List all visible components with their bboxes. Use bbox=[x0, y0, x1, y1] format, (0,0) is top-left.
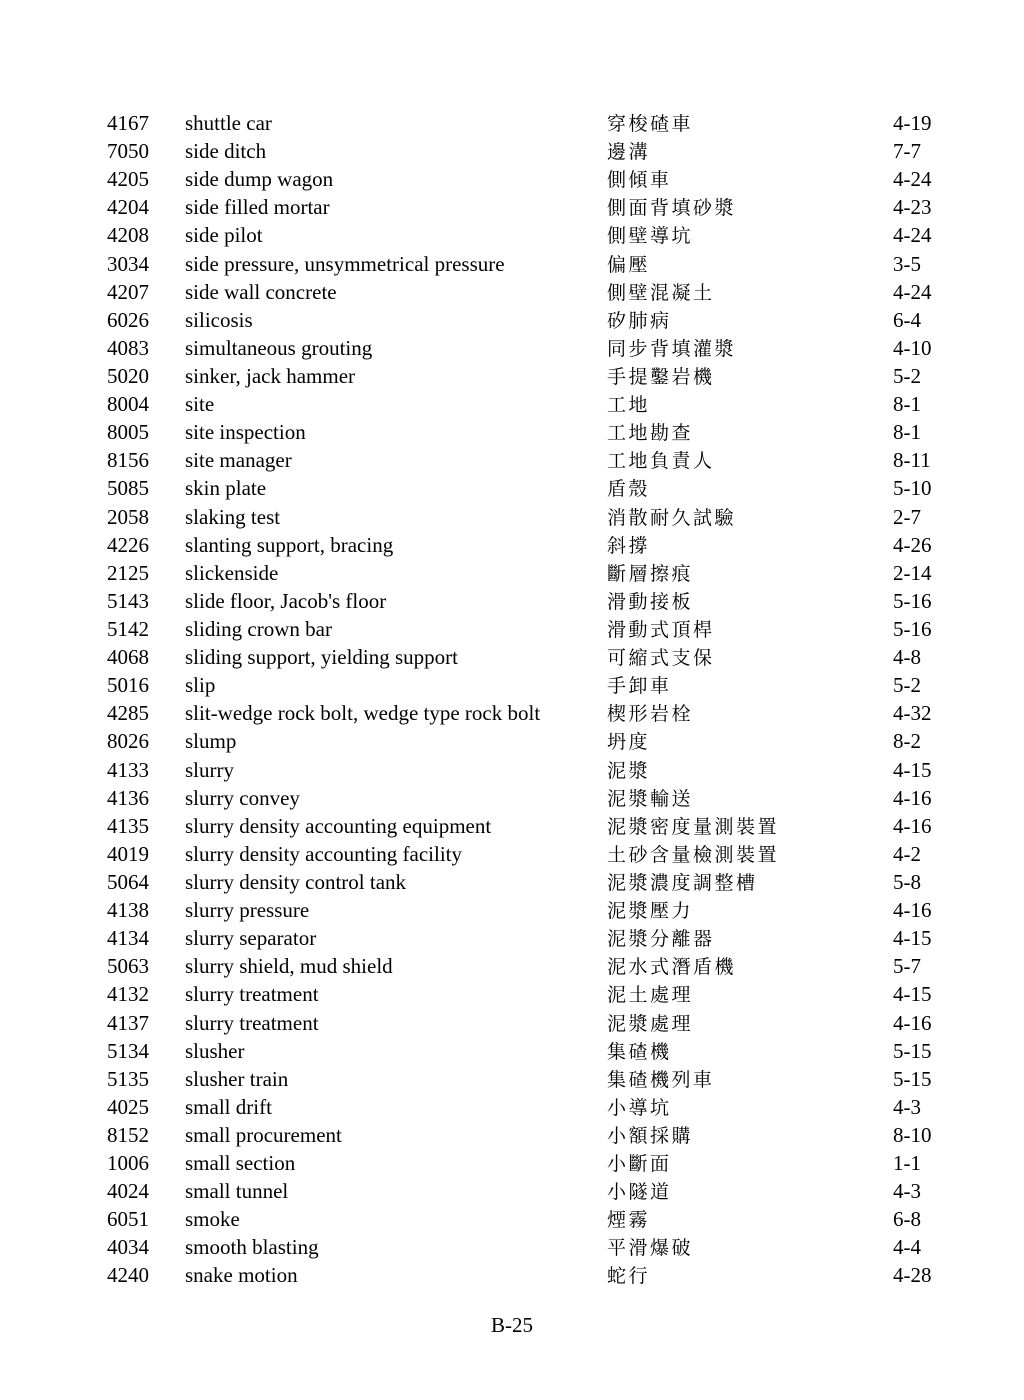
term-chinese: 斷層擦痕 bbox=[607, 563, 694, 585]
term-chinese: 手提鑿岩機 bbox=[607, 366, 715, 388]
term-english: slurry treatment bbox=[185, 1010, 319, 1035]
term-english: slide floor, Jacob's floor bbox=[185, 588, 387, 613]
term-code: 4205 bbox=[107, 167, 149, 192]
glossary-row bbox=[107, 503, 996, 531]
glossary-row bbox=[107, 221, 996, 249]
glossary-row bbox=[107, 1149, 996, 1177]
term-english: shuttle car bbox=[185, 111, 272, 135]
term-chinese: 泥漿輸送 bbox=[607, 788, 694, 810]
page-reference: 8-2 bbox=[893, 729, 921, 754]
glossary-row bbox=[107, 446, 996, 474]
term-chinese: 泥漿濃度調整槽 bbox=[607, 872, 758, 894]
term-english: silicosis bbox=[185, 307, 253, 332]
term-chinese: 手卸車 bbox=[607, 676, 672, 698]
page-footer bbox=[0, 1311, 1024, 1339]
glossary-row bbox=[107, 559, 996, 587]
page-reference: 4-3 bbox=[893, 1179, 921, 1204]
page-reference: 4-8 bbox=[893, 645, 921, 670]
page-reference: 4-16 bbox=[893, 813, 932, 838]
term-chinese: 泥漿處理 bbox=[607, 1013, 694, 1035]
term-code: 4136 bbox=[107, 785, 149, 810]
glossary-row bbox=[107, 474, 996, 502]
glossary-row bbox=[107, 250, 996, 278]
glossary-row bbox=[107, 784, 996, 812]
glossary-row bbox=[107, 109, 996, 137]
term-code: 4034 bbox=[107, 1235, 149, 1260]
glossary-row bbox=[107, 1121, 996, 1149]
term-english: small procurement bbox=[185, 1122, 342, 1147]
term-english: small drift bbox=[185, 1094, 272, 1119]
page-reference: 4-4 bbox=[893, 1235, 921, 1260]
term-code: 5020 bbox=[107, 363, 149, 388]
page-reference: 1-1 bbox=[893, 1151, 921, 1176]
glossary-row bbox=[107, 193, 996, 221]
glossary-row bbox=[107, 699, 996, 727]
term-chinese: 邊溝 bbox=[607, 142, 651, 164]
term-english: slurry shield, mud shield bbox=[185, 954, 393, 979]
page-reference: 4-24 bbox=[893, 279, 932, 304]
term-english: slurry separator bbox=[185, 926, 317, 951]
term-code: 4167 bbox=[107, 111, 149, 135]
page-reference: 4-24 bbox=[893, 167, 932, 192]
term-code: 4134 bbox=[107, 926, 149, 951]
term-code: 5016 bbox=[107, 673, 149, 698]
page-reference: 2-7 bbox=[893, 504, 921, 529]
term-chinese: 小隧道 bbox=[607, 1182, 672, 1204]
term-chinese: 側壁導坑 bbox=[607, 226, 694, 248]
term-chinese: 滑動接板 bbox=[607, 591, 694, 613]
term-chinese: 泥漿密度量測裝置 bbox=[607, 816, 780, 838]
glossary-row bbox=[107, 671, 996, 699]
glossary-row bbox=[107, 1233, 996, 1261]
term-code: 4204 bbox=[107, 195, 149, 220]
term-chinese: 可縮式支保 bbox=[607, 648, 715, 670]
term-english: slit-wedge rock bolt, wedge type rock bolt bbox=[185, 701, 541, 726]
term-english: small tunnel bbox=[185, 1179, 289, 1204]
term-code: 5142 bbox=[107, 616, 149, 641]
glossary-row bbox=[107, 390, 996, 418]
term-code: 3034 bbox=[107, 251, 149, 276]
term-english: side filled mortar bbox=[185, 195, 330, 220]
glossary-row bbox=[107, 418, 996, 446]
glossary-table bbox=[107, 109, 996, 1290]
term-code: 6051 bbox=[107, 1207, 149, 1232]
term-code: 5063 bbox=[107, 954, 149, 979]
page-reference: 8-1 bbox=[893, 420, 921, 445]
glossary-row bbox=[107, 868, 996, 896]
page-reference: 4-2 bbox=[893, 841, 921, 866]
term-chinese: 集碴機 bbox=[607, 1041, 672, 1063]
term-chinese: 小斷面 bbox=[607, 1154, 672, 1176]
term-code: 2058 bbox=[107, 504, 149, 529]
glossary-row bbox=[107, 1065, 996, 1093]
page-reference: 4-19 bbox=[893, 111, 932, 135]
term-chinese: 小導坑 bbox=[607, 1097, 672, 1119]
page-reference: 4-16 bbox=[893, 898, 932, 923]
term-chinese: 泥土處理 bbox=[607, 985, 694, 1007]
term-code: 4132 bbox=[107, 982, 149, 1007]
glossary-row bbox=[107, 924, 996, 952]
glossary-row bbox=[107, 306, 996, 334]
page-reference: 4-16 bbox=[893, 1010, 932, 1035]
term-english: slusher bbox=[185, 1038, 245, 1063]
term-chinese: 工地 bbox=[607, 395, 651, 417]
term-english: slurry density accounting facility bbox=[185, 841, 463, 866]
term-english: slurry density accounting equipment bbox=[185, 813, 492, 838]
glossary-row bbox=[107, 756, 996, 784]
term-chinese: 斜撐 bbox=[607, 535, 651, 557]
term-chinese: 泥水式潛盾機 bbox=[607, 957, 737, 979]
term-code: 4240 bbox=[107, 1263, 149, 1288]
glossary-row bbox=[107, 812, 996, 840]
term-english: small section bbox=[185, 1151, 296, 1176]
term-code: 8152 bbox=[107, 1122, 149, 1147]
term-chinese: 小額採購 bbox=[607, 1125, 694, 1147]
term-chinese: 集碴機列車 bbox=[607, 1069, 715, 1091]
term-english: slaking test bbox=[185, 504, 281, 529]
term-english: slip bbox=[185, 673, 216, 698]
term-english: sliding support, yielding support bbox=[185, 645, 458, 670]
term-code: 6026 bbox=[107, 307, 149, 332]
glossary-row bbox=[107, 840, 996, 868]
page-reference: 6-8 bbox=[893, 1207, 921, 1232]
term-chinese: 蛇行 bbox=[607, 1266, 651, 1288]
term-code: 8026 bbox=[107, 729, 149, 754]
term-code: 4208 bbox=[107, 223, 149, 248]
page-reference: 4-10 bbox=[893, 335, 932, 360]
term-english: slusher train bbox=[185, 1066, 289, 1091]
term-code: 4133 bbox=[107, 757, 149, 782]
term-code: 5085 bbox=[107, 476, 149, 501]
page-reference: 5-15 bbox=[893, 1038, 932, 1063]
term-code: 5135 bbox=[107, 1066, 149, 1091]
term-code: 2125 bbox=[107, 560, 149, 585]
glossary-row bbox=[107, 1177, 996, 1205]
term-chinese: 矽肺病 bbox=[607, 310, 672, 332]
term-english: skin plate bbox=[185, 476, 267, 501]
term-chinese: 泥漿分離器 bbox=[607, 929, 715, 951]
page-reference: 4-26 bbox=[893, 532, 932, 557]
page-reference: 7-7 bbox=[893, 139, 921, 164]
glossary-row bbox=[107, 1093, 996, 1121]
glossary-row bbox=[107, 362, 996, 390]
term-code: 4285 bbox=[107, 701, 149, 726]
term-english: sinker, jack hammer bbox=[185, 363, 356, 388]
term-code: 4024 bbox=[107, 1179, 149, 1204]
term-english: sliding crown bar bbox=[185, 616, 332, 641]
term-chinese: 滑動式頂桿 bbox=[607, 619, 715, 641]
term-code: 8004 bbox=[107, 392, 149, 417]
term-code: 4019 bbox=[107, 841, 149, 866]
term-chinese: 楔形岩栓 bbox=[607, 704, 694, 726]
page-reference: 5-7 bbox=[893, 954, 921, 979]
page-reference: 4-23 bbox=[893, 195, 932, 220]
glossary-row bbox=[107, 587, 996, 615]
term-english: side ditch bbox=[185, 139, 267, 164]
term-chinese: 盾殼 bbox=[607, 479, 651, 501]
term-code: 4226 bbox=[107, 532, 149, 557]
term-code: 1006 bbox=[107, 1151, 149, 1176]
glossary-row bbox=[107, 980, 996, 1008]
term-english: slurry convey bbox=[185, 785, 300, 810]
page-number: B-25 bbox=[491, 1313, 533, 1337]
term-english: slurry treatment bbox=[185, 982, 319, 1007]
page-reference: 8-11 bbox=[893, 448, 931, 473]
term-chinese: 工地勘查 bbox=[607, 423, 694, 445]
glossary-row bbox=[107, 334, 996, 362]
glossary-row bbox=[107, 1009, 996, 1037]
page-reference: 5-16 bbox=[893, 616, 932, 641]
page-reference: 6-4 bbox=[893, 307, 921, 332]
page-reference: 3-5 bbox=[893, 251, 921, 276]
term-english: slickenside bbox=[185, 560, 279, 585]
term-chinese: 側傾車 bbox=[607, 170, 672, 192]
term-chinese: 穿梭碴車 bbox=[607, 114, 694, 135]
glossary-row bbox=[107, 615, 996, 643]
term-code: 8156 bbox=[107, 448, 149, 473]
glossary-row bbox=[107, 1205, 996, 1233]
term-code: 4207 bbox=[107, 279, 149, 304]
term-code: 4138 bbox=[107, 898, 149, 923]
glossary-row bbox=[107, 1261, 996, 1289]
term-chinese: 泥漿 bbox=[607, 760, 651, 782]
page-reference: 4-32 bbox=[893, 701, 932, 726]
term-code: 5143 bbox=[107, 588, 149, 613]
term-english: slanting support, bracing bbox=[185, 532, 394, 557]
page-reference: 5-16 bbox=[893, 588, 932, 613]
glossary-row bbox=[107, 137, 996, 165]
term-chinese: 工地負責人 bbox=[607, 451, 715, 473]
page-reference: 4-16 bbox=[893, 785, 932, 810]
glossary-row bbox=[107, 952, 996, 980]
term-english: smooth blasting bbox=[185, 1235, 319, 1260]
page-reference: 5-10 bbox=[893, 476, 932, 501]
page-reference: 4-15 bbox=[893, 757, 932, 782]
term-code: 4068 bbox=[107, 645, 149, 670]
glossary-row bbox=[107, 278, 996, 306]
term-english: simultaneous grouting bbox=[185, 335, 373, 360]
term-chinese: 同步背填灌漿 bbox=[607, 338, 737, 360]
page-reference: 8-10 bbox=[893, 1122, 932, 1147]
term-code: 5064 bbox=[107, 869, 149, 894]
glossary-row bbox=[107, 896, 996, 924]
glossary-row bbox=[107, 531, 996, 559]
page-reference: 2-14 bbox=[893, 560, 932, 585]
term-chinese: 坍度 bbox=[607, 732, 651, 754]
term-english: slurry density control tank bbox=[185, 869, 407, 894]
term-english: side wall concrete bbox=[185, 279, 337, 304]
term-code: 4137 bbox=[107, 1010, 149, 1035]
page-reference: 5-2 bbox=[893, 363, 921, 388]
term-english: slurry pressure bbox=[185, 898, 310, 923]
glossary-row bbox=[107, 643, 996, 671]
page-reference: 4-24 bbox=[893, 223, 932, 248]
term-english: site inspection bbox=[185, 420, 306, 445]
term-code: 4083 bbox=[107, 335, 149, 360]
term-english: side dump wagon bbox=[185, 167, 334, 192]
term-english: site manager bbox=[185, 448, 292, 473]
page-reference: 8-1 bbox=[893, 392, 921, 417]
glossary-row bbox=[107, 165, 996, 193]
term-chinese: 泥漿壓力 bbox=[607, 901, 694, 923]
term-chinese: 側面背填砂漿 bbox=[607, 198, 737, 220]
term-code: 4025 bbox=[107, 1094, 149, 1119]
term-english: slump bbox=[185, 729, 237, 754]
page-reference: 5-2 bbox=[893, 673, 921, 698]
term-english: site bbox=[185, 392, 215, 417]
term-chinese: 土砂含量檢測裝置 bbox=[607, 844, 780, 866]
term-english: smoke bbox=[185, 1207, 240, 1232]
page-reference: 4-15 bbox=[893, 926, 932, 951]
term-code: 5134 bbox=[107, 1038, 149, 1063]
term-chinese: 平滑爆破 bbox=[607, 1238, 694, 1260]
term-code: 7050 bbox=[107, 139, 149, 164]
term-english: snake motion bbox=[185, 1263, 298, 1288]
term-english: side pilot bbox=[185, 223, 263, 248]
term-chinese: 側壁混凝土 bbox=[607, 282, 715, 304]
glossary-row bbox=[107, 727, 996, 755]
term-code: 8005 bbox=[107, 420, 149, 445]
page-reference: 5-8 bbox=[893, 869, 921, 894]
term-english: slurry bbox=[185, 757, 234, 782]
term-chinese: 煙霧 bbox=[607, 1210, 651, 1232]
term-code: 4135 bbox=[107, 813, 149, 838]
page-reference: 4-28 bbox=[893, 1263, 932, 1288]
glossary-row bbox=[107, 1037, 996, 1065]
term-chinese: 消散耐久試驗 bbox=[607, 507, 737, 529]
page-reference: 4-3 bbox=[893, 1094, 921, 1119]
term-chinese: 偏壓 bbox=[607, 254, 651, 276]
term-english: side pressure, unsymmetrical pressure bbox=[185, 251, 505, 276]
page-reference: 4-15 bbox=[893, 982, 932, 1007]
page-reference: 5-15 bbox=[893, 1066, 932, 1091]
